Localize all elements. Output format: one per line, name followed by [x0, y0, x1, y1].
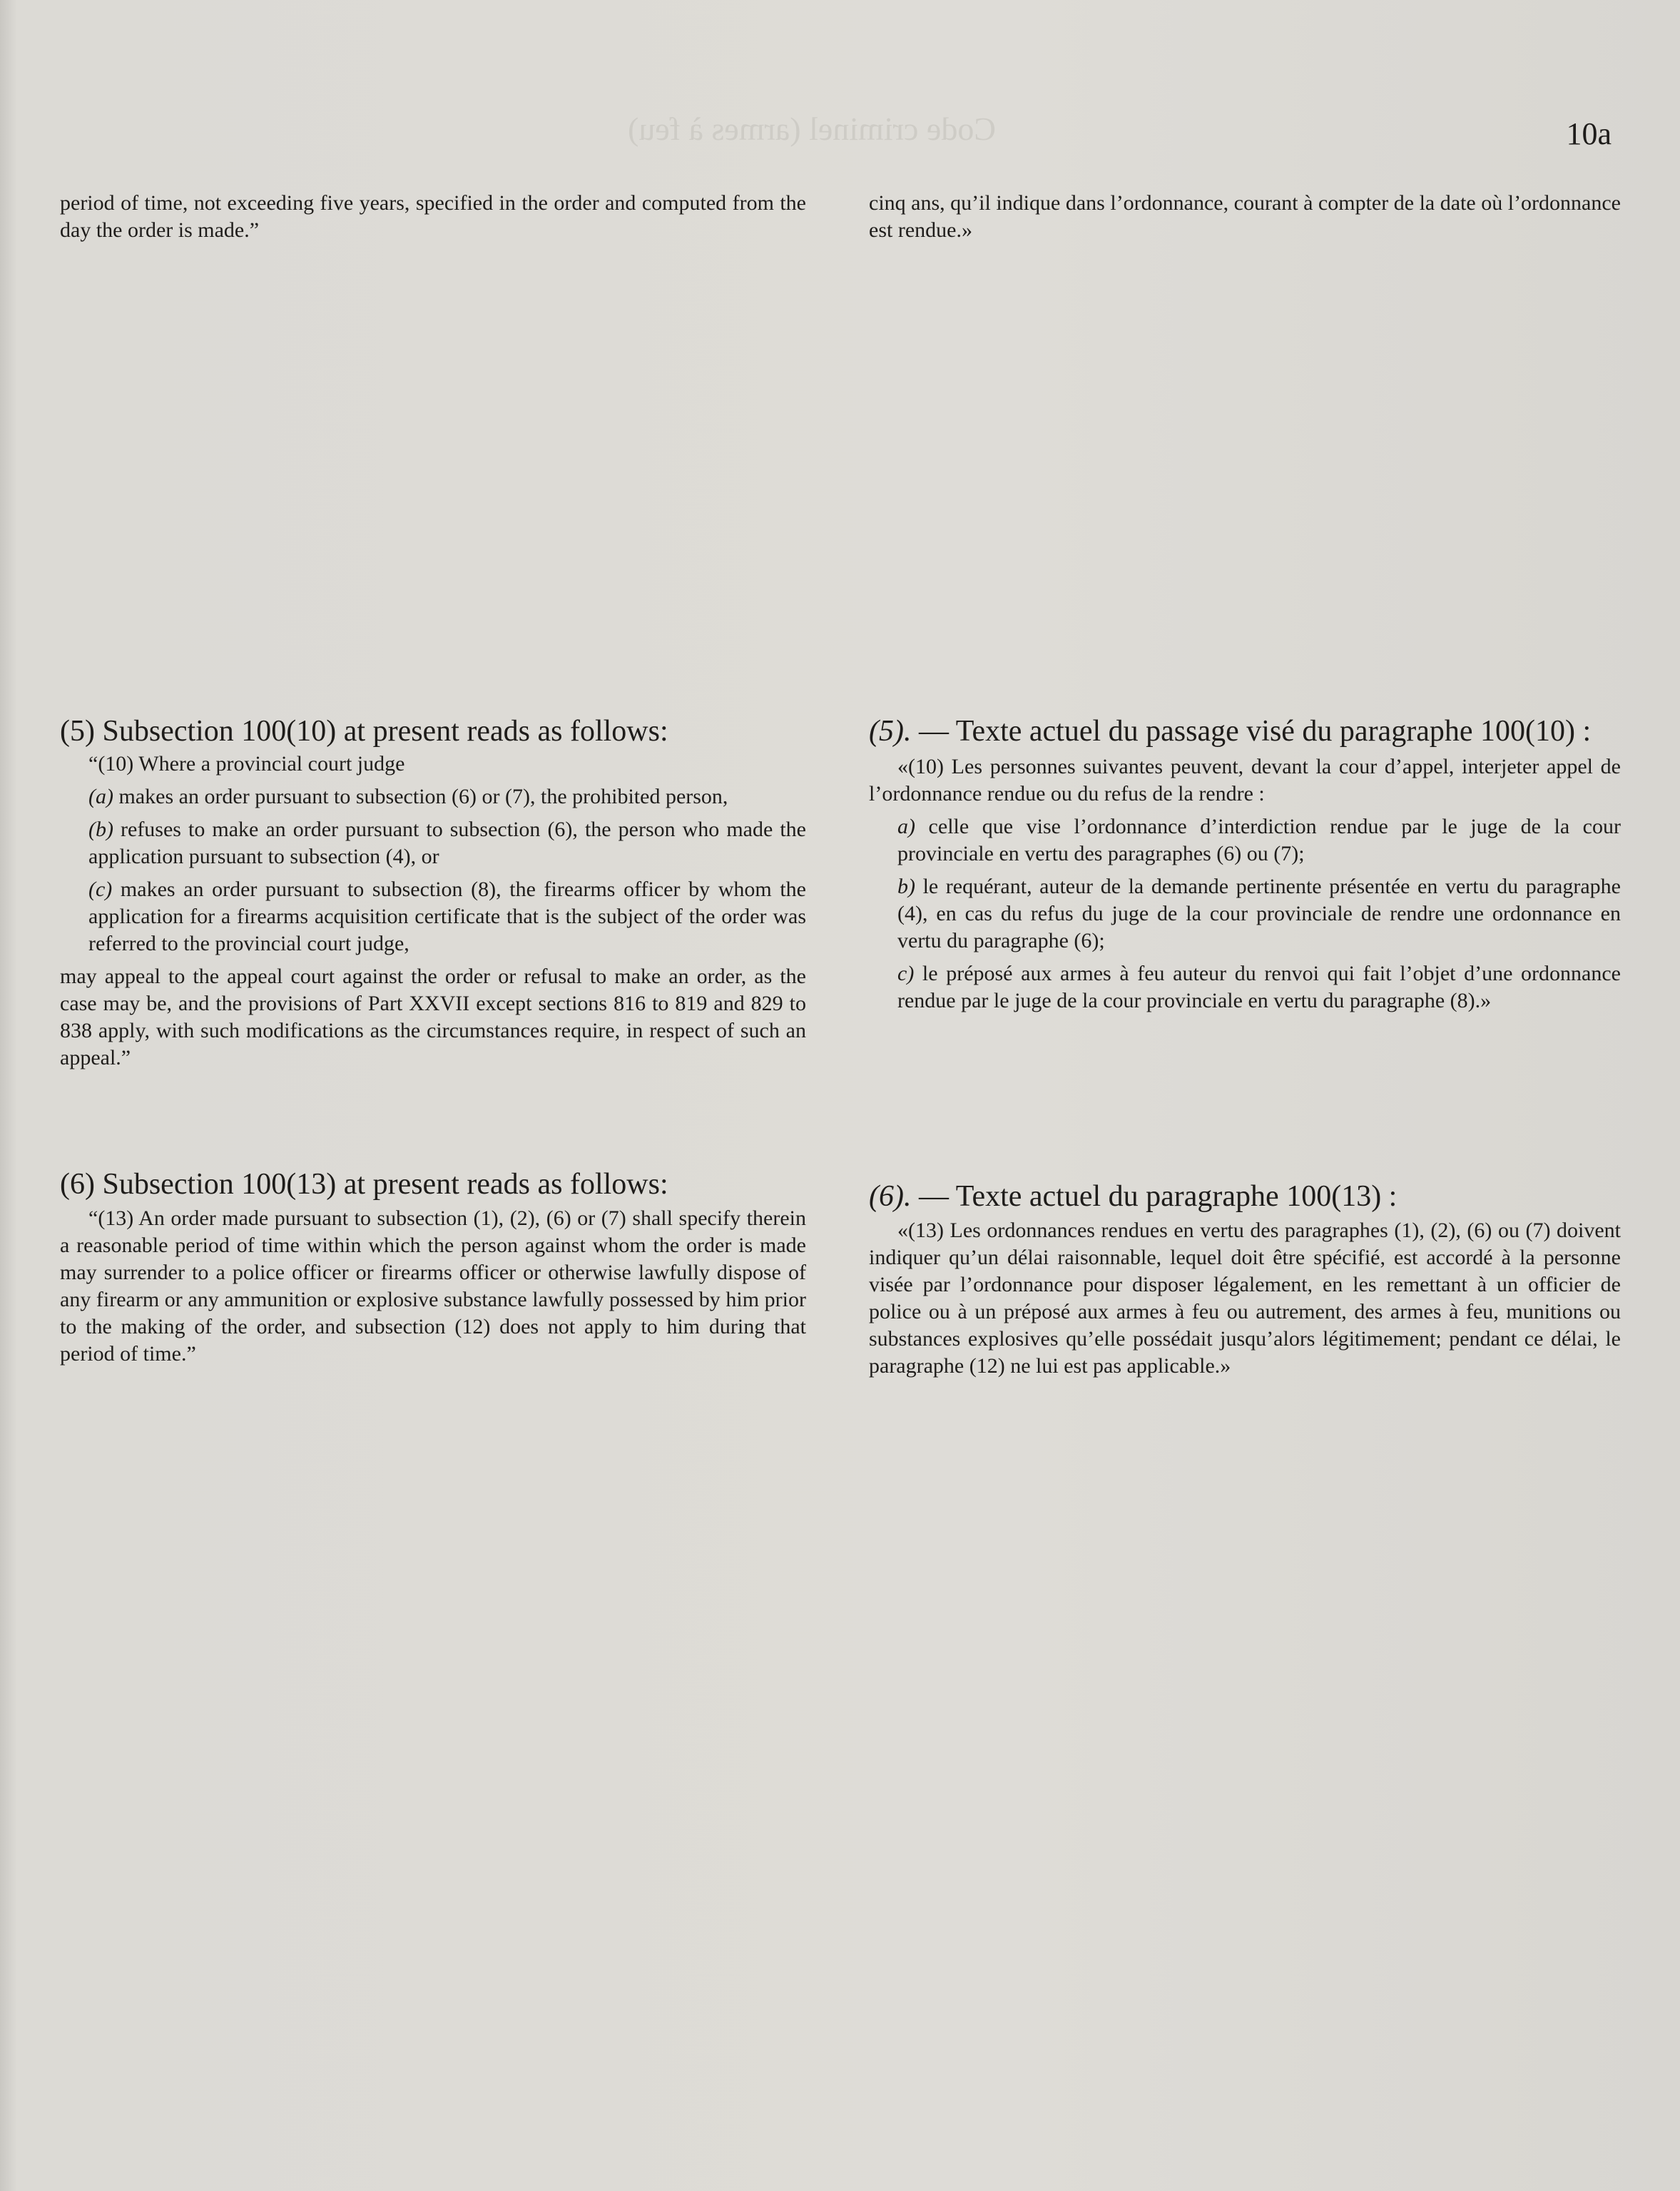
english-clause-c: (c) makes an order pursuant to subsection (8), the firearms officer by whom the application for a firearms acquisition certificate that is the subject of the order was referred to the provincial court judge,	[88, 878, 806, 955]
english-section-6	[60, 1166, 806, 1368]
show-through-text: Code criminel (armes à feu)	[628, 111, 996, 147]
french-section-5-intro: «(10) Les personnes suivantes peuvent, devant la cour d’appel, interjeter appel de l’ordonnance rendue ou du refus de la rendre :	[869, 755, 1621, 805]
french-section-5-heading: (5). — Texte actuel du passage visé du paragraphe 100(10) :	[869, 715, 1592, 748]
french-clause-a: a) celle que vise l’ordonnance d’interdiction rendue par le juge de la cour provinciale en vertu des paragraphes (6) ou (7);	[897, 815, 1621, 865]
english-clause-b: (b) refuses to make an order pursuant to subsection (6), the person who made the application pursuant to subsection (4), or	[88, 818, 806, 868]
english-section-6-text: “(13) An order made pursuant to subsection (1), (2), (6) or (7) shall specify therein a reasonable period of time within which the person against whom the order is made may surrender to a police officer or firearms officer or otherwise lawfully dispose of any firearm or any ammunition or explosive substance lawfully possessed by him prior to the making of the order, and subsection (12) does not apply to him during that period of time.”	[60, 1206, 806, 1366]
english-section-5	[60, 713, 806, 1072]
french-section-6	[869, 1179, 1621, 1380]
english-top-paragraph: period of time, not exceeding five years, specified in the order and computed from the day the order is made.”	[60, 191, 806, 242]
french-top-paragraph: cinq ans, qu’il indique dans l’ordonnance, courant à compter de la date où l’ordonnance est rendue.»	[869, 191, 1621, 242]
english-clause-a: (a) makes an order pursuant to subsection (6) or (7), the prohibited person,	[88, 785, 728, 808]
english-section-5-closing: may appeal to the appeal court against the order or refusal to make an order, as the case may be, and the provisions of Part XXVII except sections 816 to 819 and 829 to 838 apply, with such modifications as the circumstances require, in respect of such an appeal.”	[60, 965, 806, 1069]
french-clause-b: b) le requérant, auteur de la demande pertinente présentée en vertu du paragraphe (4), en cas du refus du juge de la cour provinciale de rendre une ordonnance en vertu du paragraphe (6);	[897, 875, 1621, 952]
french-section-5	[869, 713, 1621, 1015]
page-number: 10a	[1566, 116, 1612, 151]
french-section-6-text: «(13) Les ordonnances rendues en vertu des paragraphes (1), (2), (6) ou (7) doivent indiquer qu’un délai raisonnable, lequel doit être spécifié, est accordé à la personne visée par l’ordonnance pour disposer légalement, en les remettant à un officier de police ou à un préposé aux armes à feu ou autrement, des armes à feu, munitions ou substances explosives qu’elle possédait jusqu’alors légitimement; pendant ce délai, le paragraphe (12) ne lui est pas applicable.»	[869, 1219, 1621, 1378]
english-section-5-heading: (5) Subsection 100(10) at present reads as follows:	[60, 715, 668, 748]
english-section-5-intro: “(10) Where a provincial court judge	[88, 752, 405, 776]
french-section-6-heading: (6). — Texte actuel du paragraphe 100(13) :	[869, 1180, 1398, 1213]
french-clause-c: c) le préposé aux armes à feu auteur du renvoi qui fait l’objet d’une ordonnance rendue par le juge de la cour provinciale en vertu du paragraphe (8).»	[897, 962, 1621, 1012]
english-section-6-heading: (6) Subsection 100(13) at present reads as follows:	[60, 1168, 668, 1201]
